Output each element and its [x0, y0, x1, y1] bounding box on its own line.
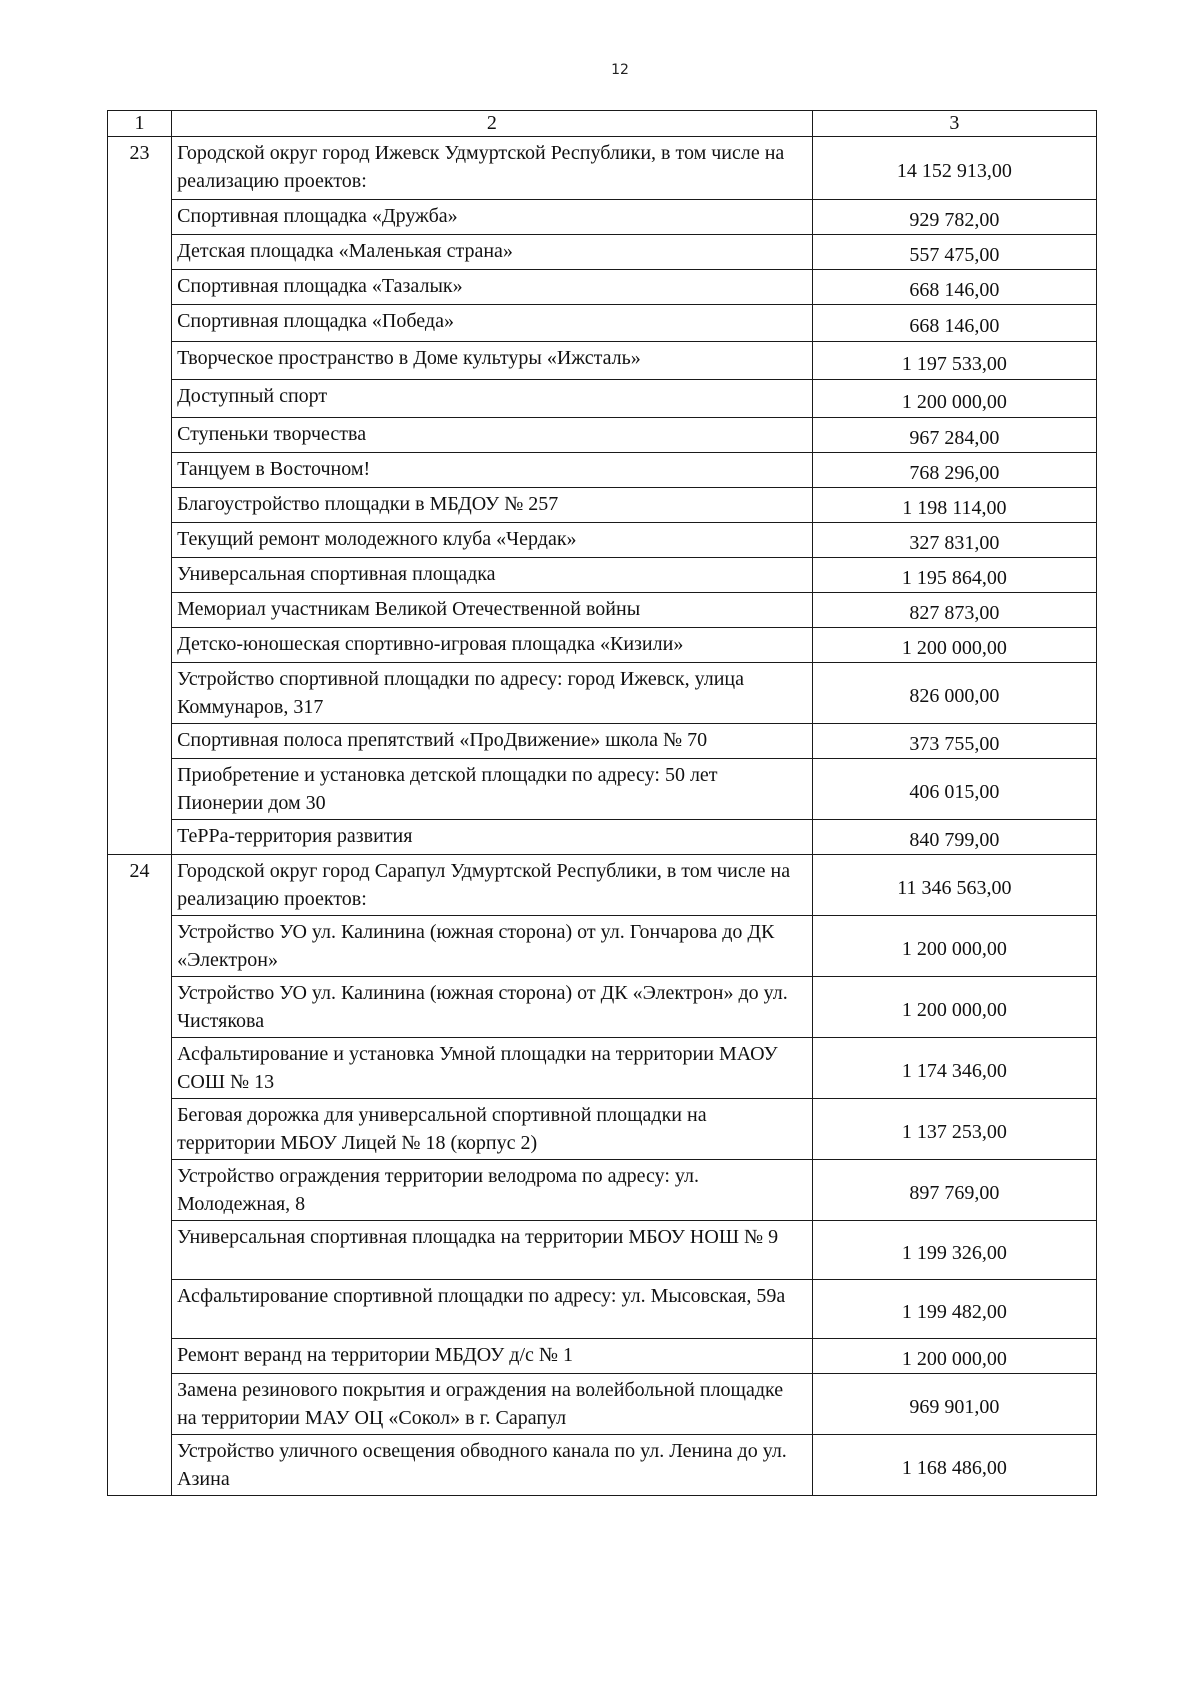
project-row: [108, 305, 1097, 342]
project-row: [108, 1435, 1097, 1496]
project-row: [108, 1099, 1097, 1160]
project-name: Устройство ограждения территории велодрома по адресу: ул. Молодежная, 8: [172, 1160, 813, 1221]
project-name: ТеРРа-территория развития: [172, 820, 813, 855]
row-number: 23: [108, 137, 172, 855]
project-name: Беговая дорожка для универсальной спортивной площадки на территории МБОУ Лицей № 18 (корпус 2): [172, 1099, 813, 1160]
project-amount: 668 146,00: [812, 305, 1096, 342]
project-amount: 1 200 000,00: [812, 916, 1096, 977]
project-row: [108, 558, 1097, 593]
project-row: [108, 1160, 1097, 1221]
municipality-row: [108, 137, 1097, 200]
project-row: [108, 759, 1097, 820]
project-amount: 1 200 000,00: [812, 628, 1096, 663]
project-row: [108, 724, 1097, 759]
project-row: [108, 418, 1097, 453]
project-amount: 373 755,00: [812, 724, 1096, 759]
project-row: [108, 235, 1097, 270]
header-col-3: 3: [812, 111, 1096, 137]
project-amount: 1 168 486,00: [812, 1435, 1096, 1496]
project-name: Универсальная спортивная площадка на территории МБОУ НОШ № 9: [172, 1221, 813, 1280]
project-row: [108, 916, 1097, 977]
project-name: Спортивная площадка «Тазалык»: [172, 270, 813, 305]
project-row: [108, 1221, 1097, 1280]
project-name: Доступный спорт: [172, 380, 813, 418]
project-amount: 557 475,00: [812, 235, 1096, 270]
project-name: Асфальтирование спортивной площадки по адресу: ул. Мысовская, 59а: [172, 1280, 813, 1339]
project-row: [108, 663, 1097, 724]
municipality-row: [108, 855, 1097, 916]
project-amount: 897 769,00: [812, 1160, 1096, 1221]
project-row: [108, 453, 1097, 488]
project-amount: 1 200 000,00: [812, 380, 1096, 418]
project-amount: 768 296,00: [812, 453, 1096, 488]
project-name: Устройство УО ул. Калинина (южная сторона) от ул. Гончарова до ДК «Электрон»: [172, 916, 813, 977]
project-row: [108, 380, 1097, 418]
project-amount: 840 799,00: [812, 820, 1096, 855]
project-name: Спортивная площадка «Победа»: [172, 305, 813, 342]
project-amount: 1 174 346,00: [812, 1038, 1096, 1099]
project-name: Устройство уличного освещения обводного канала по ул. Ленина до ул. Азина: [172, 1435, 813, 1496]
project-amount: 1 200 000,00: [812, 977, 1096, 1038]
header-col-1: 1: [108, 111, 172, 137]
project-amount: 1 198 114,00: [812, 488, 1096, 523]
project-amount: 1 199 326,00: [812, 1221, 1096, 1280]
project-name: Творческое пространство в Доме культуры «Ижсталь»: [172, 342, 813, 380]
project-amount: 1 137 253,00: [812, 1099, 1096, 1160]
header-row: [108, 111, 1097, 137]
project-row: [108, 977, 1097, 1038]
project-name: Ремонт веранд на территории МБДОУ д/с № 1: [172, 1339, 813, 1374]
project-row: [108, 270, 1097, 305]
project-name: Асфальтирование и установка Умной площадки на территории МАОУ СОШ № 13: [172, 1038, 813, 1099]
project-name: Спортивная полоса препятствий «ПроДвижение» школа № 70: [172, 724, 813, 759]
project-name: Благоустройство площадки в МБДОУ № 257: [172, 488, 813, 523]
project-row: [108, 593, 1097, 628]
project-name: Замена резинового покрытия и ограждения на волейбольной площадке на территории МАУ ОЦ «Сокол» в г. Сарапул: [172, 1374, 813, 1435]
project-name: Устройство УО ул. Калинина (южная сторона) от ДК «Электрон» до ул. Чистякова: [172, 977, 813, 1038]
project-amount: 1 197 533,00: [812, 342, 1096, 380]
municipality-amount: 11 346 563,00: [812, 855, 1096, 916]
project-name: Универсальная спортивная площадка: [172, 558, 813, 593]
project-row: [108, 628, 1097, 663]
header-col-2: 2: [172, 111, 813, 137]
project-name: Устройство спортивной площадки по адресу: город Ижевск, улица Коммунаров, 317: [172, 663, 813, 724]
project-name: Приобретение и установка детской площадки по адресу: 50 лет Пионерии дом 30: [172, 759, 813, 820]
project-row: [108, 1374, 1097, 1435]
municipality-title: Городской округ город Ижевск Удмуртской Республики, в том числе на реализацию проектов:: [172, 137, 813, 200]
project-amount: 1 200 000,00: [812, 1339, 1096, 1374]
page-number: 12: [611, 62, 629, 78]
project-amount: 826 000,00: [812, 663, 1096, 724]
project-name: Детская площадка «Маленькая страна»: [172, 235, 813, 270]
project-name: Танцуем в Восточном!: [172, 453, 813, 488]
project-amount: 929 782,00: [812, 200, 1096, 235]
project-row: [108, 1280, 1097, 1339]
project-row: [108, 200, 1097, 235]
project-name: Мемориал участникам Великой Отечественной войны: [172, 593, 813, 628]
row-number: 24: [108, 855, 172, 1496]
project-amount: 1 199 482,00: [812, 1280, 1096, 1339]
project-row: [108, 820, 1097, 855]
project-name: Детско-юношеская спортивно-игровая площадка «Кизили»: [172, 628, 813, 663]
project-amount: 327 831,00: [812, 523, 1096, 558]
project-amount: 967 284,00: [812, 418, 1096, 453]
project-amount: 1 195 864,00: [812, 558, 1096, 593]
project-amount: 668 146,00: [812, 270, 1096, 305]
project-name: Ступеньки творчества: [172, 418, 813, 453]
project-row: [108, 1339, 1097, 1374]
project-amount: 969 901,00: [812, 1374, 1096, 1435]
project-amount: 827 873,00: [812, 593, 1096, 628]
municipality-amount: 14 152 913,00: [812, 137, 1096, 200]
project-row: [108, 523, 1097, 558]
funding-table: [107, 110, 1097, 1496]
municipality-title: Городской округ город Сарапул Удмуртской Республики, в том числе на реализацию проектов:: [172, 855, 813, 916]
project-row: [108, 1038, 1097, 1099]
project-name: Спортивная площадка «Дружба»: [172, 200, 813, 235]
project-row: [108, 488, 1097, 523]
project-name: Текущий ремонт молодежного клуба «Чердак»: [172, 523, 813, 558]
project-row: [108, 342, 1097, 380]
table-body: [108, 137, 1097, 1496]
project-amount: 406 015,00: [812, 759, 1096, 820]
